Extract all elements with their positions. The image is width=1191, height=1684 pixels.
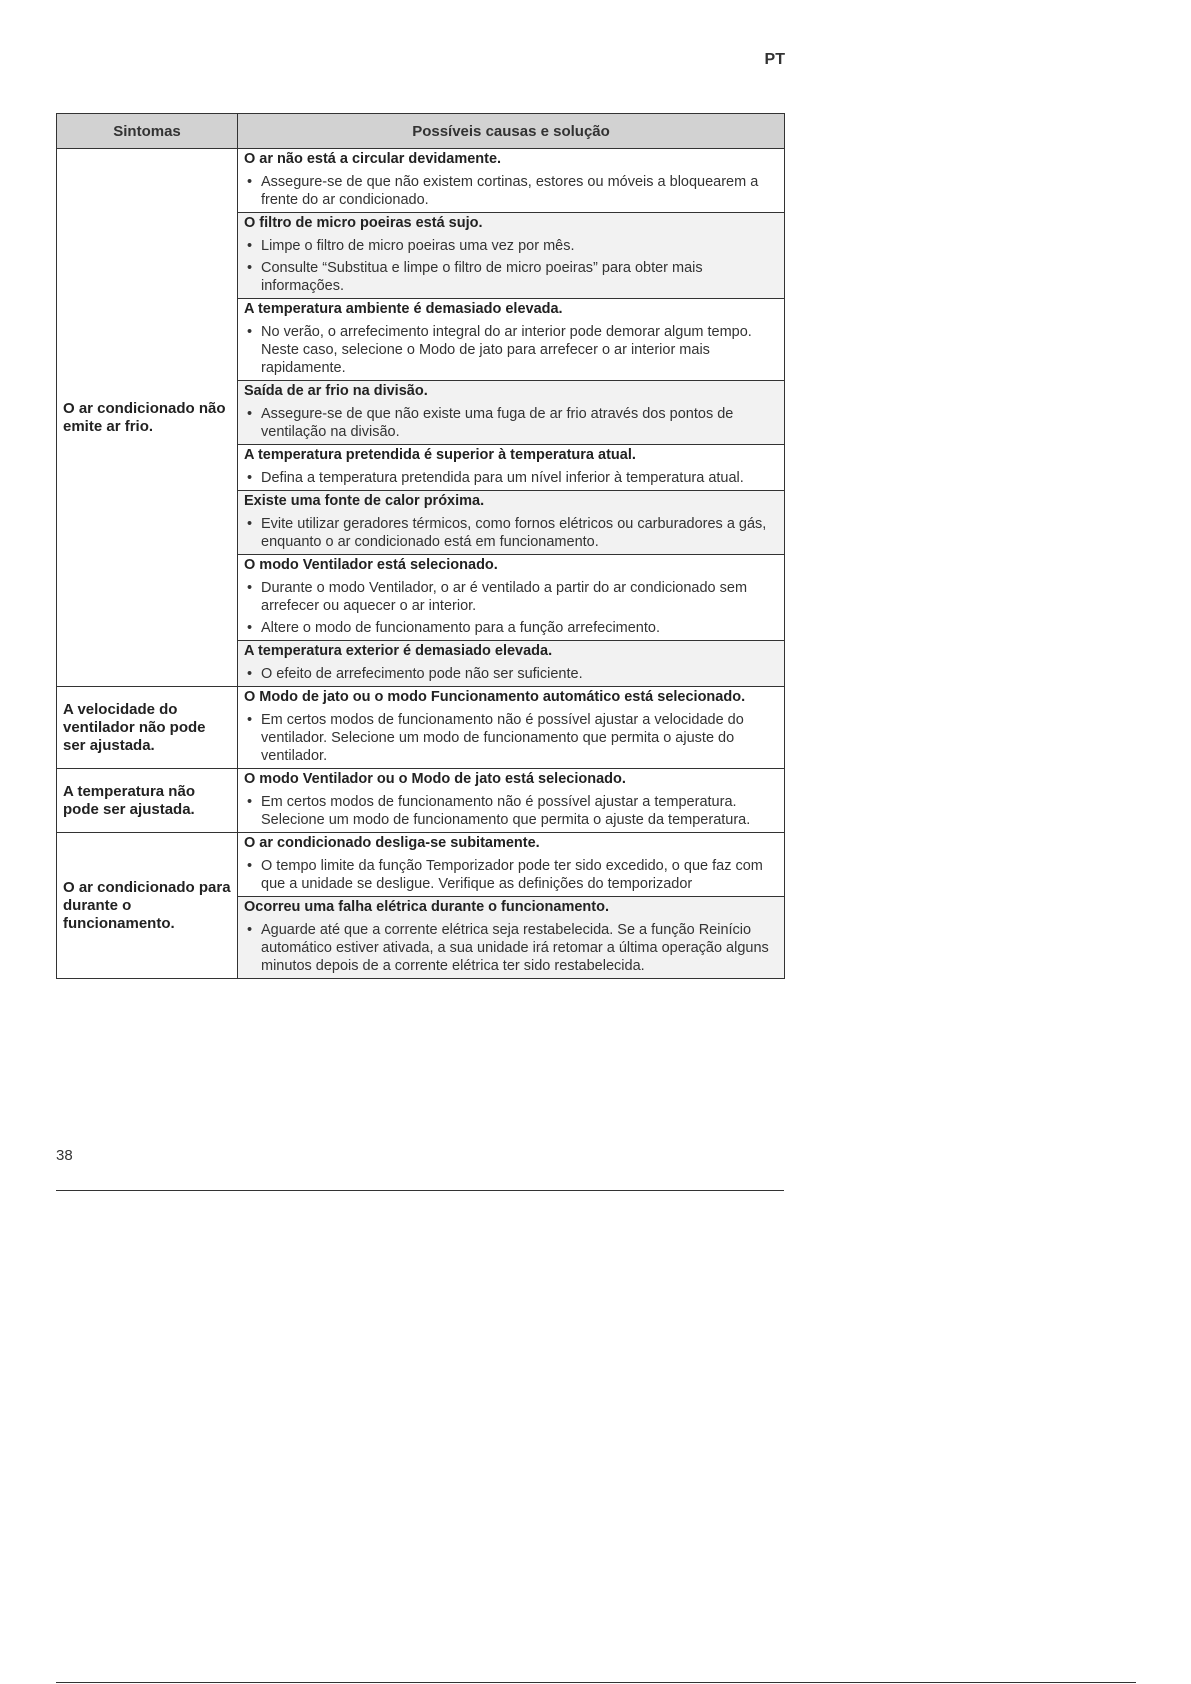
cause-title: A temperatura pretendida é superior à temperatura atual. [244, 447, 636, 463]
causes-cell [238, 687, 785, 769]
table-body [57, 149, 785, 979]
table-header-row [57, 114, 785, 149]
table-row [57, 769, 785, 833]
cause-block [238, 554, 784, 640]
cause-title: Existe uma fonte de calor próxima. [244, 493, 485, 509]
solution-bullet: • Assegure-se de que não existem cortinas, estores ou móveis a bloquearem a frente do ar condicionado. [244, 173, 778, 209]
solution-bullet: • O tempo limite da função Temporizador pode ter sido excedido, o que faz com que a unidade se desligue. Verifique as definições do temporizador [244, 857, 778, 893]
cause-block [238, 896, 784, 978]
causes-cell [238, 833, 785, 979]
cause-title: A temperatura ambiente é demasiado elevada. [244, 301, 563, 317]
cause-title: O ar condicionado desliga-se subitamente. [244, 835, 540, 851]
cause-title: O modo Ventilador ou o Modo de jato está selecionado. [244, 771, 626, 787]
cause-title: O ar não está a circular devidamente. [244, 151, 502, 167]
cause-block [238, 380, 784, 444]
solution-bullet: • Aguarde até que a corrente elétrica seja restabelecida. Se a função Reinício automático estiver ativada, a sua unidade irá retomar a última operação alguns minutos depois de a corrente elétrica ter sido restabelecida. [244, 921, 778, 975]
solution-bullet: • Em certos modos de funcionamento não é possível ajustar a velocidade do ventilador. Selecione um modo de funcionamento que permita o ajuste do ventilador. [244, 711, 778, 765]
symptom-cell: O ar condicionado para durante o funcionamento. [57, 833, 238, 979]
symptom-cell: A temperatura não pode ser ajustada. [57, 769, 238, 833]
solution-bullet: • Limpe o filtro de micro poeiras uma vez por mês. [244, 237, 778, 255]
cause-title: O modo Ventilador está selecionado. [244, 557, 498, 573]
cause-block [238, 687, 784, 768]
cause-title: Saída de ar frio na divisão. [244, 383, 428, 399]
cause-block [238, 444, 784, 490]
cause-block [238, 833, 784, 896]
page-number: 38 [56, 1147, 73, 1164]
cause-title: O filtro de micro poeiras está sujo. [244, 215, 483, 231]
solution-bullet: • Em certos modos de funcionamento não é possível ajustar a temperatura. Selecione um modo de funcionamento que permita o ajuste da temperatura. [244, 793, 778, 829]
solution-bullet: • Evite utilizar geradores térmicos, como fornos elétricos ou carburadores a gás, enquanto o ar condicionado está em funcionamento. [244, 515, 778, 551]
cause-title: Ocorreu uma falha elétrica durante o funcionamento. [244, 899, 609, 915]
cause-block [238, 640, 784, 686]
cause-block [238, 298, 784, 380]
cause-block [238, 490, 784, 554]
solution-bullet: • Durante o modo Ventilador, o ar é ventilado a partir do ar condicionado sem arrefecer ou aquecer o ar interior. [244, 579, 778, 615]
solution-bullet: • No verão, o arrefecimento integral do ar interior pode demorar algum tempo. Neste caso, selecione o Modo de jato para arrefecer o ar interior mais rapidamente. [244, 323, 778, 377]
solution-bullet: • Defina a temperatura pretendida para um nível inferior à temperatura atual. [244, 469, 778, 487]
language-tag: PT [764, 51, 785, 68]
page-bottom-divider [56, 1682, 1136, 1683]
symptom-cell: A velocidade do ventilador não pode ser ajustada. [57, 687, 238, 769]
cause-block [238, 769, 784, 832]
footer-divider [56, 1190, 784, 1191]
solution-bullet: • Altere o modo de funcionamento para a função arrefecimento. [244, 619, 778, 637]
table-row [57, 149, 785, 687]
table-row [57, 833, 785, 979]
header-symptoms: Sintomas [57, 114, 238, 149]
causes-cell [238, 769, 785, 833]
cause-block [238, 149, 784, 212]
solution-bullet: • Consulte “Substitua e limpe o filtro de micro poeiras” para obter mais informações. [244, 259, 778, 295]
troubleshooting-table [56, 113, 785, 979]
cause-block [238, 212, 784, 298]
cause-title: O Modo de jato ou o modo Funcionamento automático está selecionado. [244, 689, 746, 705]
causes-cell [238, 149, 785, 687]
table-row [57, 687, 785, 769]
solution-bullet: • O efeito de arrefecimento pode não ser suficiente. [244, 665, 778, 683]
header-causes-solutions: Possíveis causas e solução [238, 114, 785, 149]
solution-bullet: • Assegure-se de que não existe uma fuga de ar frio através dos pontos de ventilação na divisão. [244, 405, 778, 441]
symptom-cell: O ar condicionado não emite ar frio. [57, 149, 238, 687]
cause-title: A temperatura exterior é demasiado elevada. [244, 643, 553, 659]
